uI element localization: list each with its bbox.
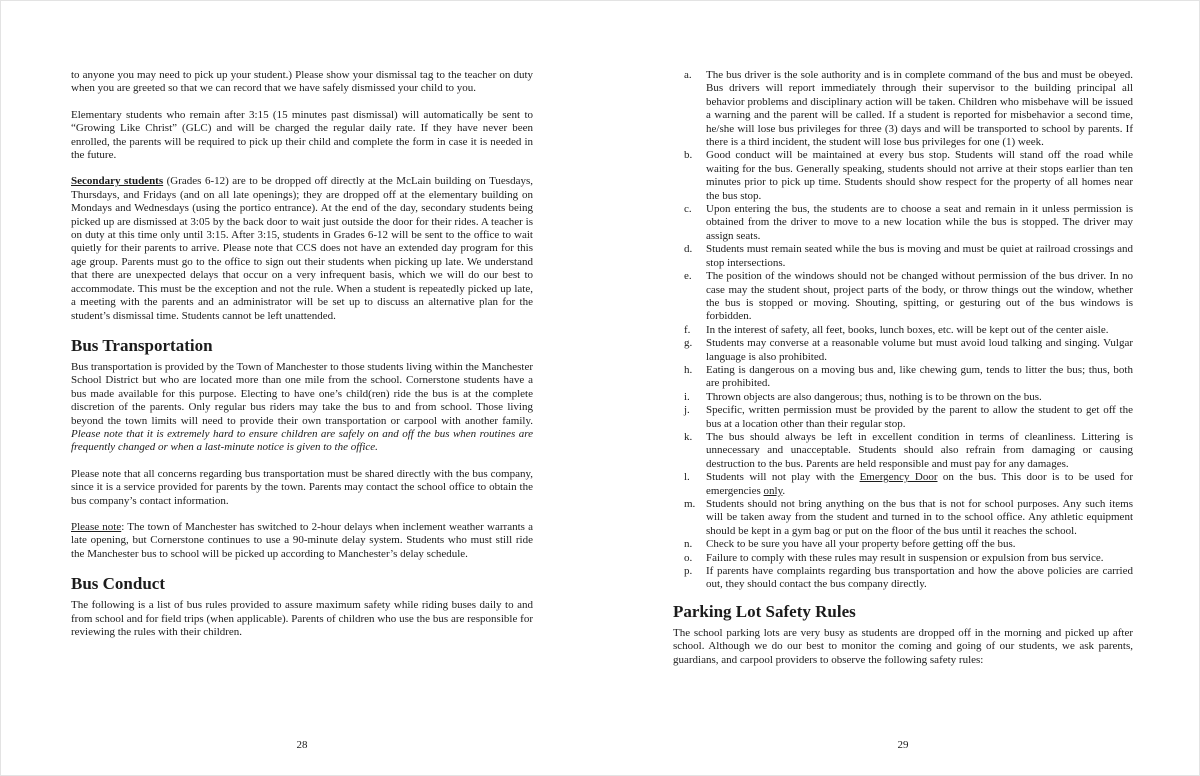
rule-letter: d.: [684, 243, 693, 256]
rule-item-p: [684, 565, 1133, 592]
rule-letter: h.: [684, 363, 693, 376]
rule-letter: j.: [684, 404, 690, 417]
page-29: [673, 69, 1133, 680]
rule-item-l: [684, 471, 1133, 498]
bus-transportation-body: Bus transportation is provided by the Town of Manchester to those students living within the Manchester School District but who are located more than one mile from the school. Cornerstone students have a bus made available for this purpose. Electing to have one’s child(ren) ride the bus is at the complete discretion of the parents. Only regular bus riders may take the bus to and from school. Those living beyond the town limits will need to provide their own transportation or carpool with another family.: [71, 360, 533, 427]
rule-text: The bus driver is the sole authority and is in complete command of the bus and must be obeyed. Bus drivers will report immediately through their supervisor to the building principal all behavior problems and disciplinary action will be taken. Children who misbehave will be issued a warning and the parent will be called. If a student is reported for misbehavior a second time, he/she will lose bus privileges for three (3) days and will be transported to school by parents. If there is a third incident, the student will lose bus privileges for one (1) week.: [706, 69, 1133, 149]
rule-text: In the interest of safety, all feet, books, lunch boxes, etc. will be kept out of the center aisle.: [706, 323, 1109, 336]
delay-note-body: : The town of Manchester has switched to 2-hour delays when inclement weather warrants a late opening, but Cornerstone continues to use a 90-minute delay system. Students who must still ride the Manchester bus to school will be picked up according to Manchester’s delay schedule.: [71, 520, 533, 560]
rule-item-g: [684, 337, 1133, 364]
rule-text-segment: Students will not play with the: [706, 471, 860, 484]
bus-rules-list: [673, 69, 1133, 592]
rule-letter: n.: [684, 538, 693, 551]
para-elementary-students: Elementary students who remain after 3:15 (15 minutes past dismissal) will automatically be sent to “Growing Like Christ” (GLC) and will be charged the regular daily rate. If they have never been enrolled, the parents will be required to pick up their child and complete the form in case it is needed in the future.: [71, 108, 533, 162]
rule-letter: m.: [684, 498, 696, 510]
rule-text: If parents have complaints regarding bus transportation and how the above policies are carried out, they should contact the bus company directly.: [706, 565, 1133, 591]
heading-parking-lot-safety-rules: Parking Lot Safety Rules: [673, 601, 856, 621]
rule-text-segment: on the bus. This door is to be used for emergencies: [706, 471, 1133, 497]
para-bus-conduct-intro: The following is a list of bus rules provided to assure maximum safety while riding buses daily to and from school and for field trips (when applicable). Parents of children who use the bus are responsible for reviewing the rules with their children.: [71, 599, 533, 638]
rule-item-f: [684, 324, 1133, 337]
rule-text: Thrown objects are also dangerous; thus, nothing is to be thrown on the bus.: [706, 390, 1042, 403]
please-note-term: Please note: [71, 520, 122, 533]
para-bus-transportation: [71, 361, 533, 455]
rule-text: Specific, written permission must be provided by the parent to allow the student to get off the bus at a location other than their regular stop.: [706, 404, 1133, 430]
rule-letter: a.: [684, 69, 692, 81]
secondary-students-term: Secondary students: [71, 175, 164, 188]
rule-text-segment: .: [782, 484, 786, 497]
rule-item-e: [684, 270, 1133, 324]
rule-letter: f.: [684, 323, 691, 336]
rule-letter: l.: [684, 471, 690, 484]
rule-item-c: [684, 203, 1133, 243]
rule-text: The position of the windows should not be changed without permission of the bus driver. In no case may the student shout, project parts of the body, or throw things out the window, whether the bus is stopped or moving. Shouting, spitting, or gesturing out of the bus windows is forbidden.: [706, 270, 1133, 323]
rule-text: Eating is dangerous on a moving bus and, like chewing gum, tends to litter the bus; thus, both are prohibited.: [706, 363, 1133, 390]
para-bus-concerns: Please note that all concerns regarding bus transportation must be shared directly with the bus company, since it is a service provided for parents by the town. Parents may contact the school office to obtain the bus company’s contact information.: [71, 467, 533, 507]
rule-letter: p.: [684, 565, 693, 578]
rule-text: The bus should always be left in excellent condition in terms of cleanliness. Littering is unnecessary and unacceptable. Students should also refrain from damaging or causing destruction to the bus. Parents are held responsible and must pay for any damages.: [706, 430, 1133, 470]
page-number-right: 29: [897, 739, 909, 751]
rule-item-i: [684, 391, 1133, 404]
rule-item-k: [684, 431, 1133, 471]
rule-item-o: [684, 552, 1133, 565]
secondary-students-body: (Grades 6-12) are to be dropped off directly at the McLain building on Tuesdays, Thursdays, and Fridays (and on all late openings); they are dropped off at the elementary building on Mondays and Wednesdays (using the portico entrance). At the end of the day, secondary students being picked up are dismissed at 3:05 by the back door to wait just outside the door for their rides. A teacher is on duty at this time only until 3:15. After 3:15, students in Grades 6-12 will be sent to the office to wait quietly for their parents to arrive. Please note that CCS does not have an extended day program for this age group. Parents must go to the office to sign out their students when picking up late. We understand that there are unexpected delays that occur on a very infrequent basis, which we will do our best to accommodate. This must be the exception and not the rule. When a student is repeatedly picked up late, a meeting with the parents and an administrator will be set up to discuss an alternative plan for the student’s dismissal time. Students cannot be left unattended.: [71, 175, 533, 322]
rule-text: Check to be sure you have all your property before getting off the bus.: [706, 538, 1016, 551]
only-term: only: [763, 484, 783, 497]
rule-text: Upon entering the bus, the students are to choose a seat and remain in it unless permission is obtained from the driver to move to a new location while the bus is stopped. The driver may assign seats.: [706, 203, 1133, 242]
rule-letter: i.: [684, 390, 690, 403]
bus-transportation-italic-note: Please note that it is extremely hard to ensure children are safely on and off the bus when routines are frequently changed or when a last-minute notice is given to the office.: [71, 427, 533, 454]
rule-text: Students may converse at a reasonable volume but must avoid loud talking and singing. Vulgar language is also prohibited.: [706, 337, 1133, 363]
para-parking-lot-intro: The school parking lots are very busy as students are dropped off in the morning and picked up after school. Although we do our best to monitor the coming and going of our students, we ask parents, guardians, and carpool providers to observe the following safety rules:: [673, 626, 1133, 666]
page-number-left: 28: [296, 739, 308, 751]
rule-text: Failure to comply with these rules may result in suspension or expulsion from bus service.: [706, 551, 1104, 564]
rule-text: [706, 471, 1133, 498]
rule-letter: o.: [684, 551, 693, 564]
rule-item-a: [684, 69, 1133, 149]
rule-letter: c.: [684, 203, 692, 216]
rule-item-n: [684, 538, 1133, 551]
para-secondary-students: [71, 175, 533, 322]
emergency-door-term: Emergency Door: [859, 471, 938, 484]
rule-letter: e.: [684, 270, 692, 283]
rule-text: Students should not bring anything on the bus that is not for school purposes. Any such items will be taken away from the student and turned in to the school office. Any athletic equipment should be kept in a gym bag or put on the floor of the bus until it reaches the school.: [706, 498, 1133, 537]
rule-letter: b.: [684, 149, 693, 162]
rule-item-h: [684, 364, 1133, 391]
rule-item-b: [684, 149, 1133, 203]
rule-item-j: [684, 404, 1133, 431]
rule-item-d: [684, 243, 1133, 270]
rule-letter: g.: [684, 337, 693, 350]
rule-text: Good conduct will be maintained at every bus stop. Students will stand off the road while waiting for the bus. Generally speaking, students should not arrive at their stops earlier than ten minutes prior to pick up time. Students should show respect for the property of all homes near the bus stop.: [706, 149, 1133, 202]
rule-item-m: [684, 498, 1133, 538]
heading-bus-conduct: Bus Conduct: [71, 574, 166, 594]
heading-bus-transportation: Bus Transportation: [71, 335, 213, 355]
para-pickup-instructions: to anyone you may need to pick up your student.) Please show your dismissal tag to the teacher on duty when you are greeted so that we can record that we have safely dismissed your child to you.: [71, 69, 533, 95]
rule-text: Students must remain seated while the bus is moving and must be quiet at railroad crossings and stop intersections.: [706, 243, 1133, 269]
para-delay-note: [71, 521, 533, 561]
page-28: [71, 69, 533, 652]
rule-letter: k.: [684, 430, 693, 443]
